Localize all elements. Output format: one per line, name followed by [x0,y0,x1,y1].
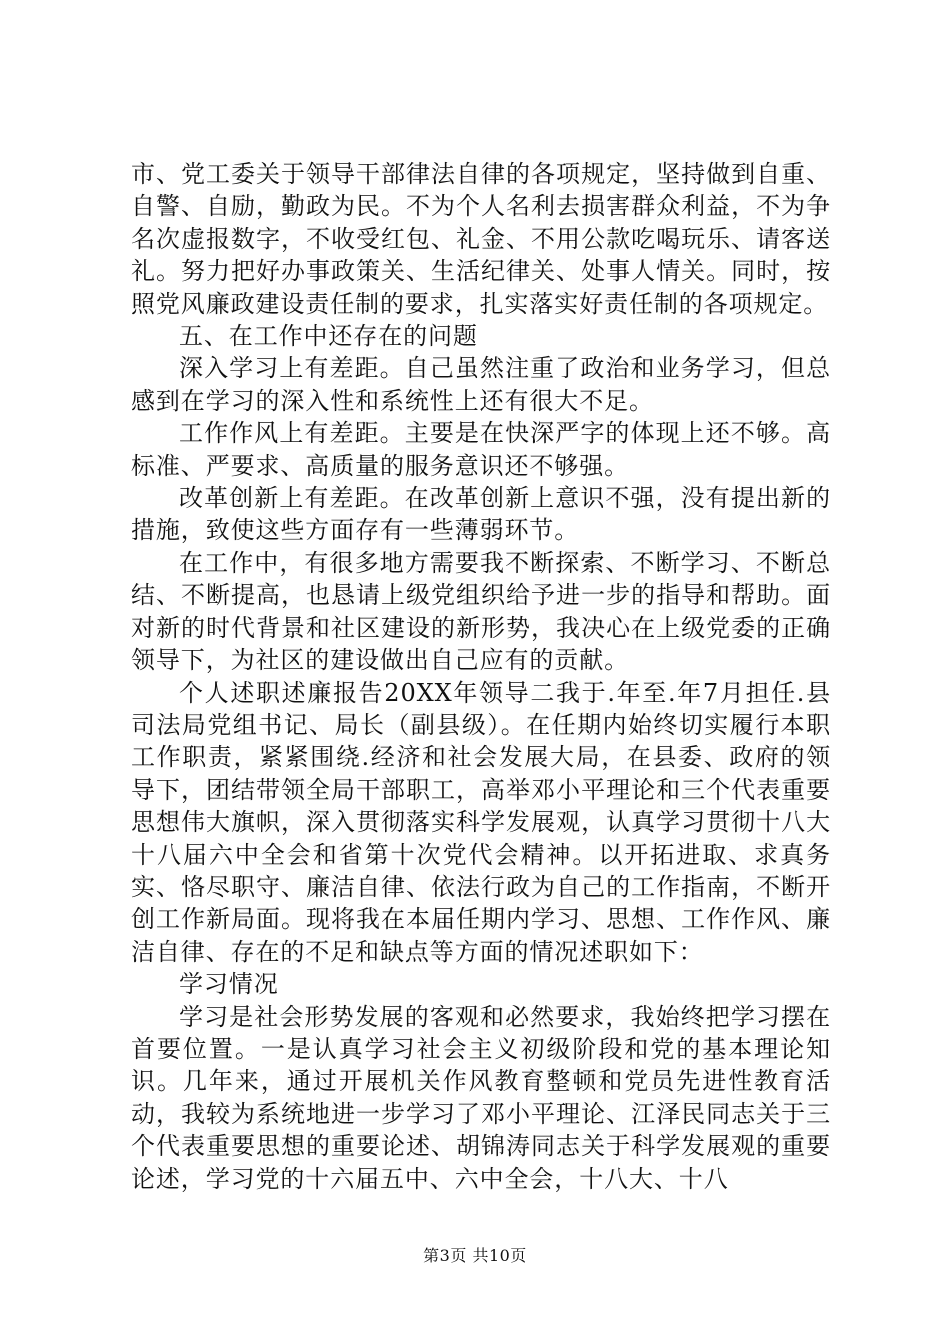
paragraph-conclusion: 在工作中，有很多地方需要我不断探索、不断学习、不断总结、不断提高，也恳请上级党组织给予进一步的指导和帮助。面对新的时代背景和社区建设的新形势，我决心在上级党委的正确领导下，为社区的建设做出自己应有的贡献。 [131,548,831,675]
paragraph-report-intro: 个人述职述廉报告20XX年领导二我于.年至.年7月担任.县司法局党组书记、局长（副县级）。在任期内始终切实履行本职工作职责，紧紧围绕.经济和社会发展大局，在县委、政府的领导下，团结带领全局干部职工，高举邓小平理论和三个代表重要思想伟大旗帜，深入贯彻落实科学发展观，认真学习贯彻十八大十八届六中全会和省第十次党代会精神。以开拓进取、求真务实、恪尽职守、廉洁自律、依法行政为自己的工作指南，不断开创工作新局面。现将我在本届任期内学习、思想、工作作风、廉洁自律、存在的不足和缺点等方面的情况述职如下： [131,678,831,966]
page-number: 第3页 共10页 [423,1246,527,1265]
section-heading-study: 学习情况 [179,970,279,999]
paragraph-continuation: 市、党工委关于领导干部律法自律的各项规定，坚持做到自重、自警、自励，勤政为民。不为个人名利去损害群众利益，不为争名次虚报数字，不收受红包、礼金、不用公款吃喝玩乐、请客送礼。努力把好办事政策关、生活纪律关、处事人情关。同时，按照党风廉政建设责任制的要求，扎实落实好责任制的各项规定。 [131,160,831,318]
paragraph-innovation-gap: 改革创新上有差距。在改革创新上意识不强，没有提出新的措施，致使这些方面存有一些薄弱环节。 [131,484,831,545]
document-body [131,158,831,1195]
paragraph-study-gap: 深入学习上有差距。自己虽然注重了政治和业务学习，但总感到在学习的深入性和系统性上还有很大不足。 [131,354,831,415]
page-footer [0,1246,950,1266]
paragraph-study-details: 学习是社会形势发展的客观和必然要求，我始终把学习摆在首要位置。一是认真学习社会主义初级阶段和党的基本理论知识。几年来，通过开展机关作风教育整顿和党员先进性教育活动，我较为系统地进一步学习了邓小平理论、江泽民同志关于三个代表重要思想的重要论述、胡锦涛同志关于科学发展观的重要论述，学习党的十六届五中、六中全会，十八大、十八 [131,1002,831,1193]
paragraph-work-style-gap: 工作作风上有差距。主要是在快深严字的体现上还不够。高标准、严要求、高质量的服务意识还不够强。 [131,419,831,480]
section-heading-problems: 五、在工作中还存在的问题 [179,322,478,351]
